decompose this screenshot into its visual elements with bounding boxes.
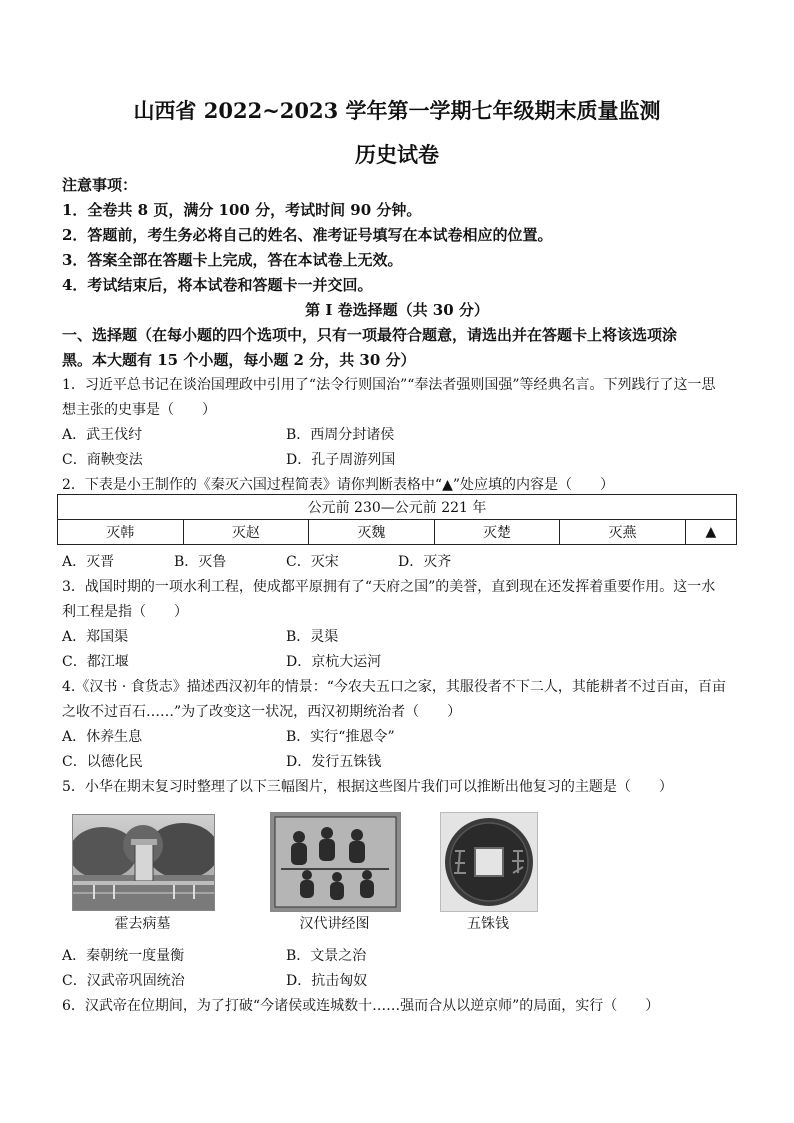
part1-heading: 第 I 卷选择题（共 30 分） [305, 301, 489, 319]
notice-item: 4．考试结束后，将本试卷和答题卡一并交回。 [62, 276, 373, 294]
table-cell: 灭赵 [183, 520, 309, 545]
part1-instruction: 一、选择题（在每小题的四个选项中，只有一项最符合题意，请选出并在答题卡上将该选项涂 [62, 326, 678, 344]
q4-option-d: D．发行五铢钱 [286, 754, 382, 770]
table-cell: 灭韩 [58, 520, 184, 545]
question-1-stem: 1．习近平总书记在谈治国理政中引用了“法令行则国治”“奉法者强则国强”等经典名言。下列践行了这一思 [62, 377, 716, 393]
huo-qubing-tomb-image [72, 814, 215, 911]
q2-option-c: C．灭宋 [286, 554, 339, 570]
q4-option-a: A．休养生息 [62, 729, 143, 745]
wuzhu-coin-image [440, 812, 538, 912]
question-2-stem: 2．下表是小王制作的《秦灭六国过程简表》请你判断表格中“▲”处应填的内容是（ ） [62, 477, 614, 493]
triangle-placeholder-cell: ▲ [685, 520, 736, 545]
question-4-stem: 4.《汉书 · 食货志》描述西汉初年的情景：“今农夫五口之家，其服役者不下二人，其能耕者不过百亩，百亩 [62, 679, 726, 695]
question-3-stem: 利工程是指（ ） [62, 604, 188, 620]
q3-option-c: C．都江堰 [62, 654, 129, 670]
question-1-stem: 想主张的史事是（ ） [62, 402, 216, 418]
q5-option-a: A．秦朝统一度量衡 [62, 948, 185, 964]
table-cell: 灭魏 [309, 520, 435, 545]
image-caption: 汉代讲经图 [299, 916, 370, 932]
table-header-cell: 公元前 230—公元前 221 年 [58, 495, 737, 520]
q2-option-a: A．灭晋 [62, 554, 115, 570]
q1-option-b: B．西周分封诸侯 [286, 427, 395, 443]
notice-heading: 注意事项： [62, 176, 138, 194]
image-caption: 五铢钱 [467, 916, 509, 932]
question-4-stem: 之收不过百石……”为了改变这一状况，西汉初期统治者（ ） [62, 704, 462, 720]
question-5-stem: 5．小华在期末复习时整理了以下三幅图片，根据这些图片我们可以推断出他复习的主题是（ ） [62, 779, 673, 795]
q3-option-b: B．灵渠 [286, 629, 339, 645]
q3-option-d: D．京杭大运河 [286, 654, 382, 670]
q2-option-b: B．灭鲁 [174, 554, 227, 570]
qin-conquest-table [57, 494, 737, 545]
han-lecture-image [270, 812, 401, 912]
q1-option-d: D．孔子周游列国 [286, 452, 396, 468]
table-cell: 灭楚 [434, 520, 560, 545]
q5-option-b: B．文景之治 [286, 948, 367, 964]
q5-option-c: C．汉武帝巩固统治 [62, 973, 185, 989]
question-6-stem: 6．汉武帝在位期间，为了打破“今诸侯或连城数十……强而合从以逆京师”的局面，实行（ ） [62, 998, 660, 1014]
q1-option-c: C．商鞅变法 [62, 452, 143, 468]
q2-option-d: D．灭齐 [398, 554, 452, 570]
q4-option-c: C．以德化民 [62, 754, 143, 770]
exam-subject: 历史试卷 [355, 142, 439, 167]
notice-item: 1．全卷共 8 页，满分 100 分，考试时间 90 分钟。 [62, 201, 422, 219]
notice-item: 3．答案全部在答题卡上完成，答在本试卷上无效。 [62, 251, 403, 269]
table-cell: 灭燕 [560, 520, 686, 545]
q3-option-a: A．郑国渠 [62, 629, 129, 645]
question-3-stem: 3．战国时期的一项水利工程，使成都平原拥有了“天府之国”的美誉，直到现在还发挥着重要作用。这一水 [62, 579, 716, 595]
exam-title: 山西省 2022~2023 学年第一学期七年级期末质量监测 [133, 98, 661, 123]
q1-option-a: A．武王伐纣 [62, 427, 143, 443]
q5-option-d: D．抗击匈奴 [286, 973, 368, 989]
notice-item: 2．答题前，考生务必将自己的姓名、准考证号填写在本试卷相应的位置。 [62, 226, 553, 244]
q4-option-b: B．实行“推恩令” [286, 729, 395, 745]
part1-instruction: 黑。本大题有 15 个小题，每小题 2 分，共 30 分） [62, 351, 416, 369]
image-caption: 霍去病墓 [114, 916, 171, 932]
